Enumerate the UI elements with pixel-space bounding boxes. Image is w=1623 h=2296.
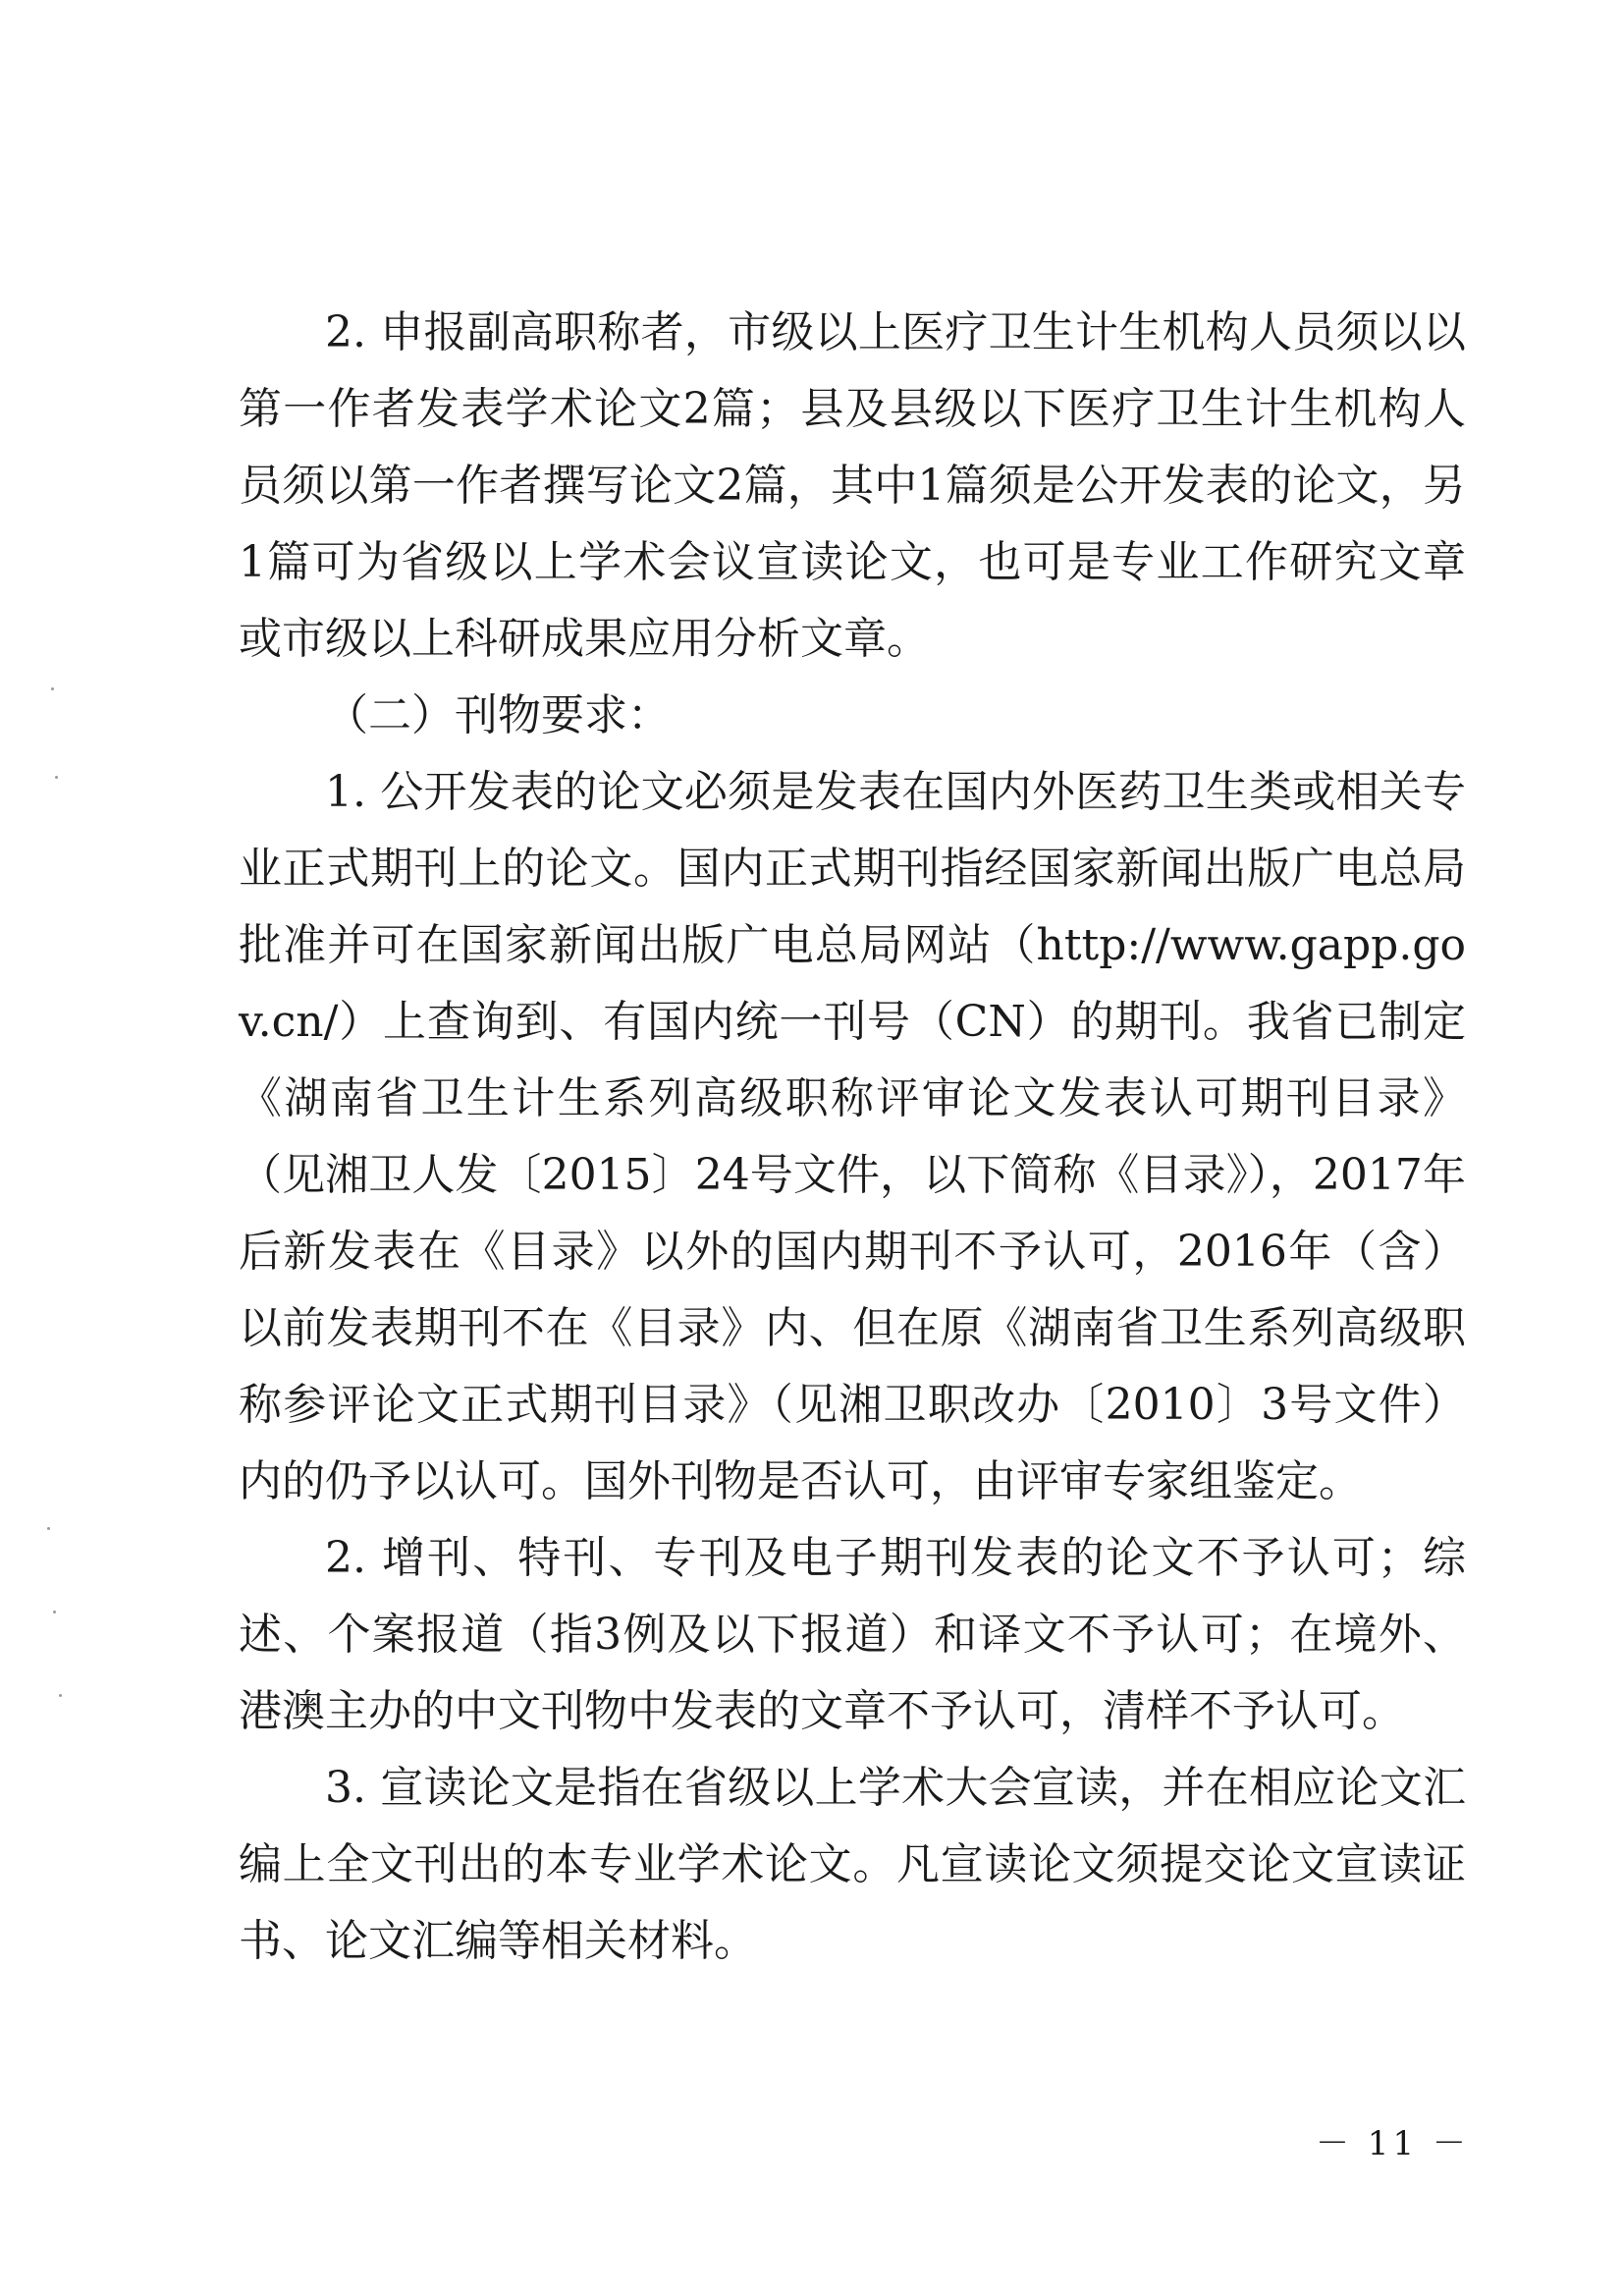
paragraph-senior-title-requirement: 2. 申报副高职称者，市级以上医疗卫生计生机构人员须以以第一作者发表学术论文2篇；县及县级以下医疗卫生计生机构人员须以第一作者撰写论文2篇，其中1篇须是公开发表的论文，另1篇可为省级以上学术会议宣读论文，也可是专业工作研究文章或市级以上科研成果应用分析文章。 <box>239 307 1466 664</box>
section-heading-journal-requirements: （二）刊物要求： <box>325 690 671 740</box>
scan-speck <box>47 1527 50 1530</box>
scan-speck <box>55 776 58 779</box>
scan-speck <box>51 687 54 690</box>
paragraph-conference-papers: 3. 宣读论文是指在省级以上学术大会宣读，并在相应论文汇编上全文刊出的本专业学术论文。凡宣读论文须提交论文宣读证书、论文汇编等相关材料。 <box>239 1763 1466 1966</box>
page-number: － 11 － <box>1316 2124 1470 2163</box>
paragraph-published-papers: 1. 公开发表的论文必须是发表在国内外医药卫生类或相关专业正式期刊上的论文。国内正式期刊指经国家新闻出版广电总局批准并可在国家新闻出版广电总局网站（http://www.gapp.gov.cn/）上查询到、有国内统一刊号（CN）的期刊。我省已制定《湖南省卫生计生系列高级职称评审论文发表认可期刊目录》（见湘卫人发〔2015〕24号文件，以下简称《目录》），2017年后新发表在《目录》以外的国内期刊不予认可，2016年（含）以前发表期刊不在《目录》内、但在原《湖南省卫生系列高级职称参评论文正式期刊目录》（见湘卫职改办〔2010〕3号文件）内的仍予以认可。国外刊物是否认可，由评审专家组鉴定。 <box>239 767 1466 1506</box>
scan-speck <box>59 1694 62 1697</box>
document-body <box>239 295 1466 1980</box>
paragraph-not-recognized: 2. 增刊、特刊、专刊及电子期刊发表的论文不予认可；综述、个案报道（指3例及以下报道）和译文不予认可；在境外、港澳主办的中文刊物中发表的文章不予认可，清样不予认可。 <box>239 1533 1466 1736</box>
scan-speck <box>53 1611 56 1613</box>
